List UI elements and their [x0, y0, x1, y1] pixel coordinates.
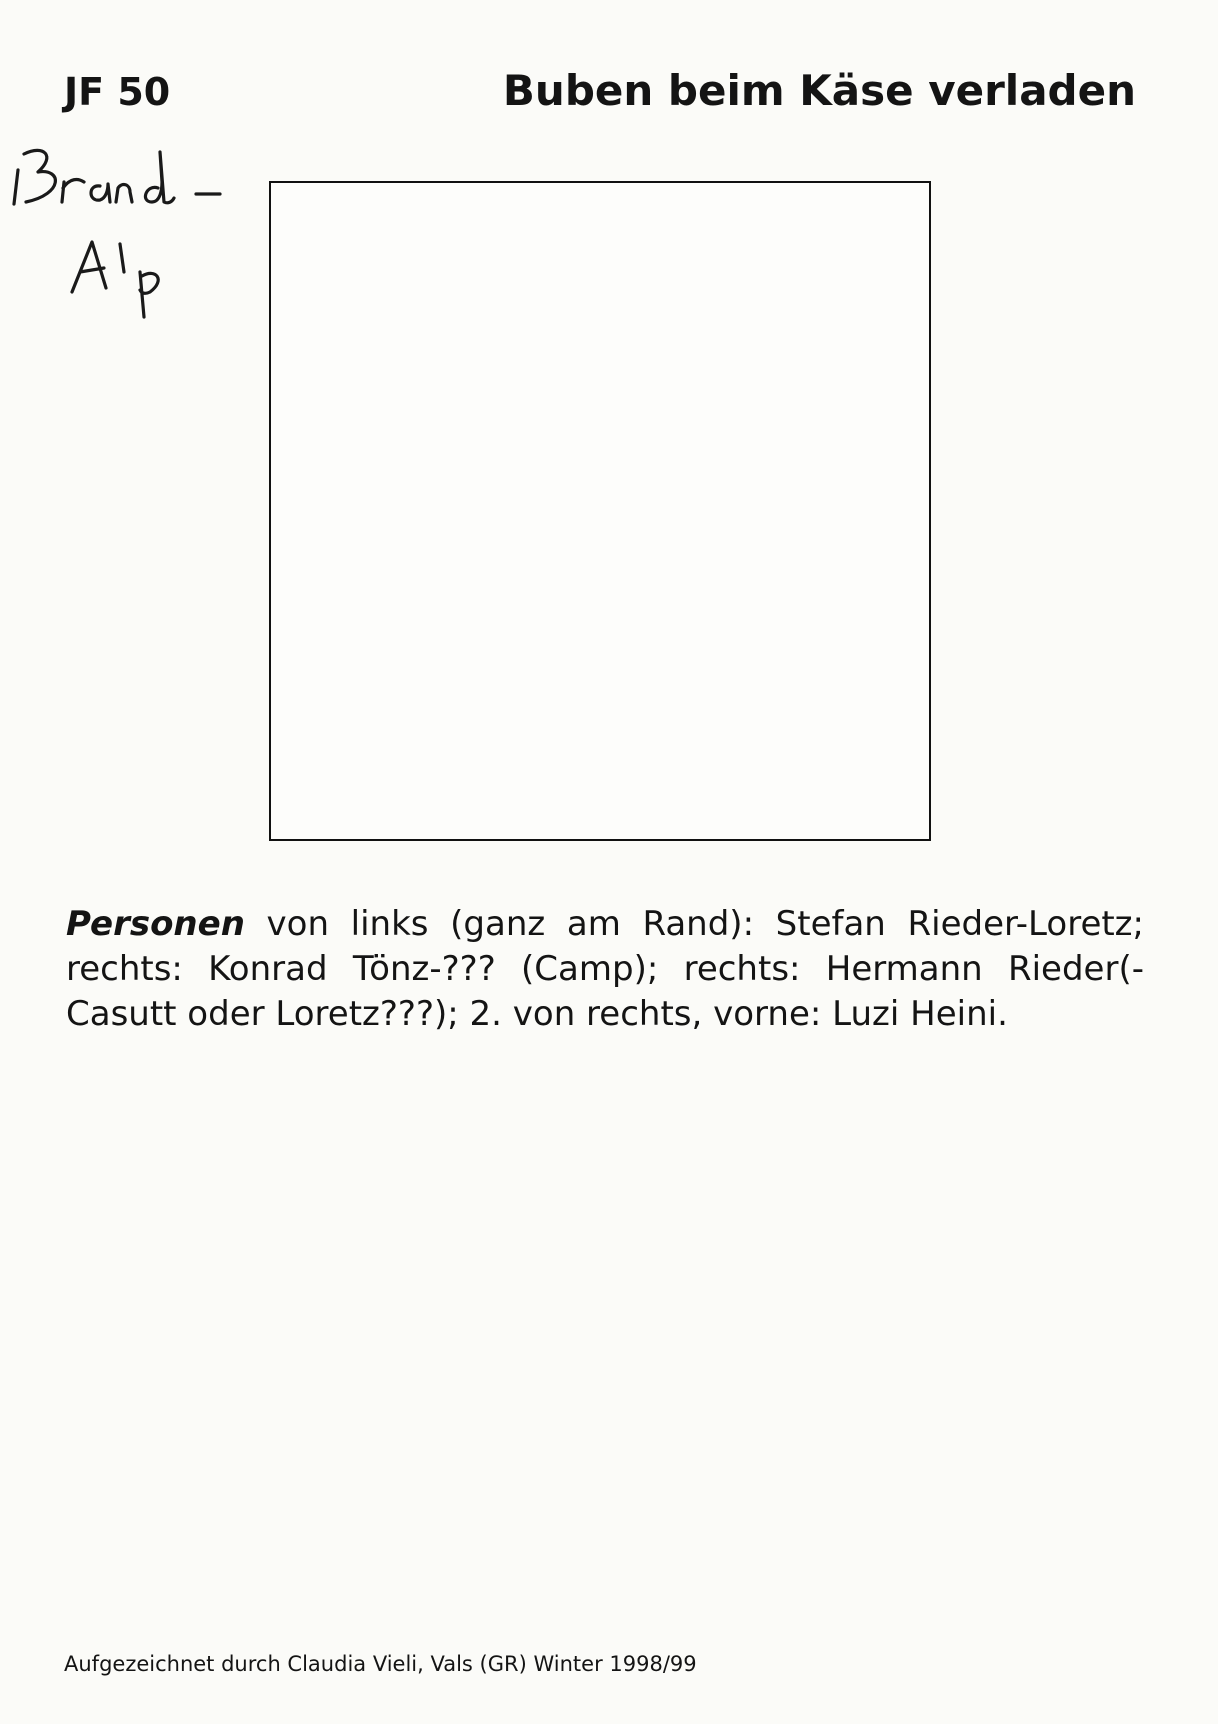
description-body: von links (ganz am Rand): Stefan Rieder-Loretz; rechts: Konrad Tönz-??? (Camp); rechts: Hermann Rieder(-Casutt oder Loretz???); 2. von rechts, vorne: Luzi Heini. [66, 904, 1144, 1034]
document-title: Buben beim Käse verladen [502, 66, 1136, 115]
photo-placeholder-frame [269, 181, 931, 841]
handwritten-note [0, 132, 240, 332]
description-paragraph [66, 902, 1144, 1037]
footer-credit: Aufgezeichnet durch Claudia Vieli, Vals (GR) Winter 1998/99 [64, 1652, 697, 1676]
document-id: JF 50 [64, 70, 171, 114]
description-lead: Personen [66, 904, 245, 944]
